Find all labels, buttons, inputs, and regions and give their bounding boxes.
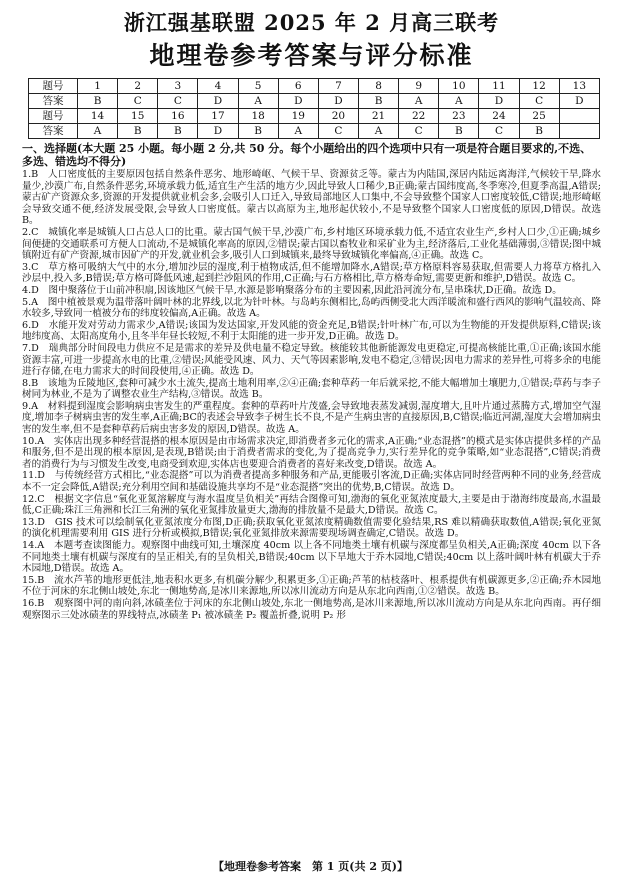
document-title: 地理卷参考答案与评分标准 [149,41,474,70]
question-number-row [29,109,600,124]
question-number-cell: 7 [318,79,358,94]
answer-cell: C [479,124,519,139]
answer-cell: B [118,124,158,139]
question-number-row [29,79,600,94]
answer-cell: A [439,94,479,109]
question-number-cell: 1 [78,79,118,94]
question-number-cell: 6 [278,79,318,94]
answer-cell: A [78,124,118,139]
answer-explanation: 10.A 实体店出现多种经营混搭的根本原因是由市场需求决定,即消费者多元化的需求,A正确;“业态混搭”的模式是实体店提供多样的产品和服务,但不是出现的根本原因,是表现,B错误;由于消费者需求的变化,为了提高竞争力,实行差异化的竞争策略,如“业态混搭”,C错误;消费者的消费行为与习惯发生改变,电商受到欢迎,实体店也要迎合消费者的喜好来改变,D错误。故选 A。 [22,435,601,470]
answer-explanation: 5.A 图中植被景观为温带落叶阔叶林的北界线,以北为针叶林。与岛屿东侧相比,岛屿西侧受北大西洋暖流和盛行西风的影响气温较高、降水较多,导致同一植被分布的纬度较偏高,A正确。故选 A。 [22,296,601,320]
question-number-cell: 23 [439,109,479,124]
answer-explanation: 12.C 根据文字信息“氧化亚氮溶解度与海水温度呈负相关”再结合图像可知,渤海的氧化亚氮浓度最大,主要是由于渤海纬度最高,水温最低,C正确;珠江三角洲和长江三角洲的氧化亚氮排放量更大,渤海的排放量不是最大,D错误。故选 C。 [22,493,601,517]
question-number-cell: 16 [158,109,198,124]
row-label: 答案 [29,94,78,109]
question-number-cell: 11 [479,79,519,94]
question-number-cell: 4 [198,79,238,94]
section-heading: 一、选择题(本大题 25 小题。每小题 2 分,共 50 分。每个小题给出的四个选项中只有一项是符合题目要求的,不选、多选、错选均不得分) [22,142,592,168]
answer-explanation: 11.D 与传统经营方式相比,“业态混搭”可以为消费者提高多种服务和产品,更能吸引客流,D正确;实体店同时经营两种不同的业务,经营成本不一定会降低,A错误;充分利用空间和基础设施共享均不是“业态混搭”突出的优势,B,C错误。故选 D。 [22,470,601,494]
answer-cell: C [318,124,358,139]
answer-explanation: 4.D 图中聚落位于山前冲积扇,因该地区气候干旱,水源是影响聚落分布的主要因素,因此沿河流分布,呈串珠状,D正确。故选 D。 [22,284,562,296]
answer-explanation: 2.C 城镇化率是城镇人口占总人口的比重。蒙古国气候干旱,沙漠广布,乡村地区环境承载力低,不适宜农业生产,乡村人口少,①正确;城乡间便捷的交通联系可方便人口流动,不是城镇化率高的原因,②错误;蒙古国以畜牧业和采矿业为主,经济落后,工业化基础薄弱,③错误;图中城镇附近有矿产资源,城市因矿产的开发,就业机会多,吸引人口到城镇来,最终导致城镇化率偏高,④正确。故选 C。 [22,226,601,262]
question-number-cell: 13 [559,79,599,94]
answer-cell: A [238,94,278,109]
question-number-cell: 8 [358,79,398,94]
question-number-cell: 15 [118,109,158,124]
answer-explanation: 16.B 观察图中河的南向斜,冰碛垄位于河床的东北侧山坡处,东北一侧地势高,是冰川来源地,所以冰川流动方向是从东北向西南。再仔细观察图示三处冰碛垄的界线特点,冰碛垄 P₁ 被冰碛垄 P₂ 覆盖折叠,说明 P₂ 形 [22,597,601,621]
question-number-cell: 20 [318,109,358,124]
question-number-cell: 19 [278,109,318,124]
question-number-cell: 25 [519,109,559,124]
question-number-cell: 21 [358,109,398,124]
answer-explanation: 6.D 水能开发对劳动力需求少,A错误;该国为发达国家,开发风能的资金充足,B错误;针叶林广布,可以为生物能的开发提供原料,C错误;该地纬度高、太阳高度角小,且冬半年昼长较短,不利于太阳能的进一步开发,D正确。故选 D。 [22,319,601,343]
answer-cell: D [479,94,519,109]
question-number-cell: 14 [78,109,118,124]
question-number-cell: 18 [238,109,278,124]
row-label: 题号 [29,79,78,94]
question-number-cell: 3 [158,79,198,94]
answer-cell: A [358,124,398,139]
answer-cell: B [519,124,559,139]
answer-cell: D [318,94,358,109]
answer-cell: D [559,94,599,109]
answer-explanation: 7.D 瑞典部分时间段电力供应不足是需求的差异及供电量不稳定导致。核能较其他新能源发电更稳定,可提高核能比重,①正确;该国水能资源丰富,可进一步提高水电的比重,②错误;风能受风速、风力、天气等因素影响,发电不稳定,③错误;因电力需求的差异性,可将多余的电能进行存储,在电力需求大的时间段使用,④正确。故选 D。 [22,342,601,378]
answer-explanation: 9.A 材料提到湿度会影响病虫害发生的严重程度。套种的草药叶片茂盛,会导致地表蒸发减弱,湿度增大,且叶片通过蒸腾方式,增加空气湿度,增加李子树病虫害的发生率,A正确;BC的表述会导致李子树生长不良,不是产生病虫害的直接原因,B,C错误;临近河湖,湿度大会增加病虫害的发生率,但不是套种草药后病虫害多发的原因,D错误。故选 A。 [22,400,601,436]
question-number-cell: 5 [238,79,278,94]
answer-row [29,124,600,139]
question-number-cell: 24 [479,109,519,124]
page-footer: 【地理卷参考答案 第 1 页(共 2 页)】 [212,860,409,873]
answer-explanation: 15.B 流水芦苇的地形更低洼,地表积水更多,有机碳分解少,积累更多,①正确;芦苇的枯枝落叶、根系提供有机碳源更多,②正确;乔木园地不位于河床的东北侧山坡处,东北一侧地势高,是冰川来源地,所以冰川流动方向是从东北向西南,①②错误。故选 B。 [22,574,601,598]
answer-explanation: 8.B 该地为丘陵地区,套种可减少水土流失,提高土地利用率,②④正确;套种草药一年后就采挖,不能大幅增加土壤肥力,①错误;草药与李子树同为林业,不是为了调整农业生产结构,③错误。故选 B。 [22,377,601,401]
exam-title: 浙江强基联盟 2025 年 2 月高三联考 [123,10,500,35]
answer-cell: C [118,94,158,109]
question-number-cell [559,109,599,124]
row-label: 答案 [29,124,78,139]
answer-cell: C [399,124,439,139]
question-number-cell: 12 [519,79,559,94]
answer-explanation: 13.D GIS 技术可以绘制氧化亚氮浓度分布图,D正确;获取氧化亚氮浓度精确数值需要化验结果,RS 难以精确获取数值,A错误;氧化亚氮的演化机理需要利用 GIS 进行分析或模拟,B错误;氧化亚氮排放来源需要现场调查确定,C错误。故选 D。 [22,516,601,540]
answer-cell: B [358,94,398,109]
answer-cell: A [399,94,439,109]
answer-explanation: 1.B 人口密度低的主要原因包括自然条件恶劣、地形崎岖、气候干旱、资源贫乏等。蒙古为内陆国,深居内陆远离海洋,气候较干旱,降水量少,沙漠广布,自然条件恶劣,环境承载力低,适宜生产生活的地方少,因此导致人口稀少,B正确;蒙古国纬度高,冬季寒冷,但夏季高温,A错误;蒙古矿产资源众多,资源的开发提供就业机会多,会吸引人口迁入,导致局部地区人口集中,不会导致整个国家人口密度较低,C错误;地形崎岖会导致交通不便,经济发展受限,会导致人口密度低。蒙古以高原为主,地形起伏较小,不是导致整个国家人口密度低的原因,D错误。故选 B。 [22,169,601,227]
answer-cell: B [439,124,479,139]
answer-cell: D [198,94,238,109]
question-number-cell: 22 [399,109,439,124]
answer-table [28,78,600,139]
answer-cell [559,124,599,139]
answer-cell: B [158,124,198,139]
row-label: 题号 [29,109,78,124]
answer-explanation: 14.A 本题考查读图能力。观察图中曲线可知,土壤深度 40cm 以上各不同地类土壤有机碳与深度都呈负相关,A正确;深度 40cm 以下各不同地类土壤有机碳与深度有的呈正相关,有的呈负相关,B错误;40cm 以下旱地大于乔木园地,C错误;40cm 以上落叶阔叶林有机碳大于乔木园地,D错误。故选 A。 [22,540,601,575]
answer-cell: C [519,94,559,109]
question-number-cell: 17 [198,109,238,124]
answer-explanation: 3.C 草方格可吸纳大气中的水分,增加沙层的湿度,利于植物成活,但不能增加降水,A错误;草方格原料容易获取,但需要人力将草方格扎入沙层中,投入多,B错误;草方格可降低风速,起到拦沙阻风的作用,C正确;与石方格相比,草方格寿命短,需要更新和维护,D错误。故选 C。 [22,261,601,285]
answer-cell: D [278,94,318,109]
question-number-cell: 9 [399,79,439,94]
answer-row [29,94,600,109]
question-number-cell: 2 [118,79,158,94]
answer-cell: D [198,124,238,139]
answer-cell: C [158,94,198,109]
question-number-cell: 10 [439,79,479,94]
answer-cell: B [238,124,278,139]
answer-cell: A [278,124,318,139]
question-list [22,169,601,621]
answer-cell: B [78,94,118,109]
